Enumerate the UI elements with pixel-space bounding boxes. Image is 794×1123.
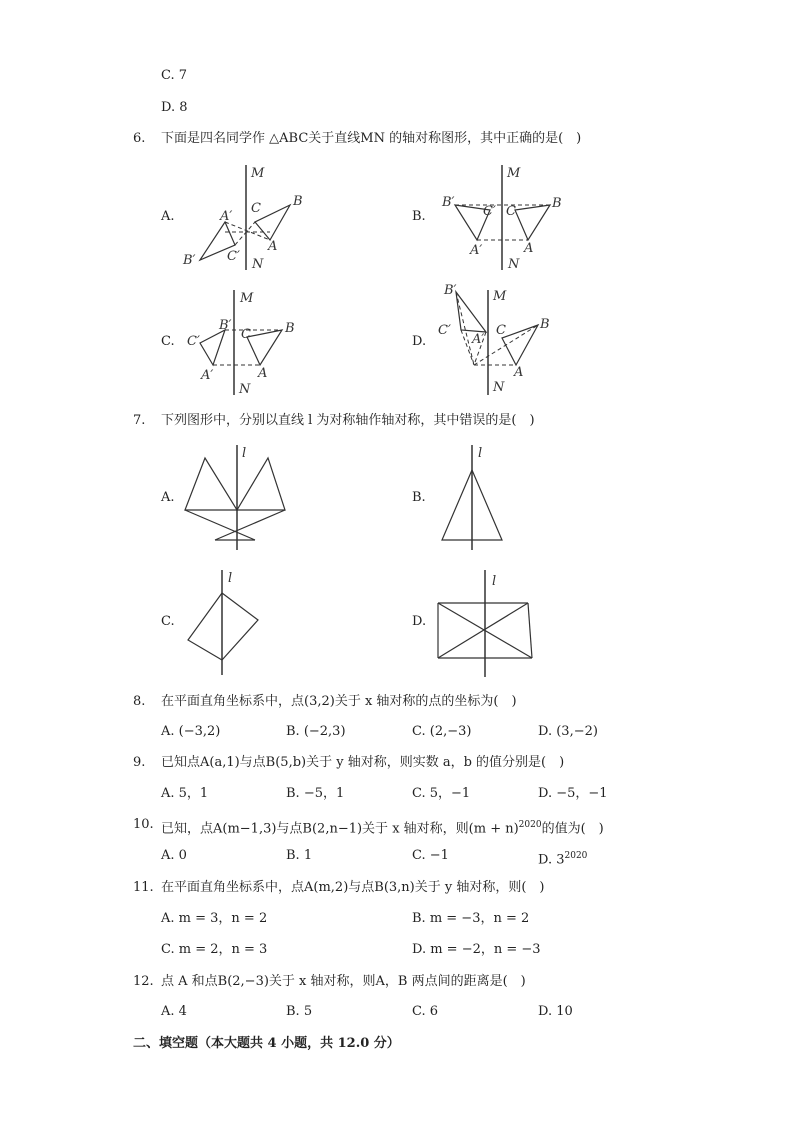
q10-option-a: A. 0 (161, 848, 187, 863)
label-a: A (258, 366, 268, 381)
label-c-prime: C′ (227, 249, 240, 264)
label-b-prime: B′ (444, 283, 457, 298)
q12-number: 12. (133, 974, 154, 989)
q7-figure-b (430, 440, 530, 555)
label-l: l (242, 446, 247, 461)
q12-stem: 点 A 和点B(2,−3)关于 x 轴对称，则A，B 两点间的距离是( ) (161, 974, 526, 989)
q7-option-d-label: D. (412, 614, 427, 629)
q7-option-b-label: B. (412, 490, 426, 505)
label-n: N (508, 257, 520, 272)
q11-option-d: D. m = −2，n = −3 (412, 942, 541, 957)
q6-figure-d (436, 280, 576, 400)
label-a: A (268, 239, 278, 254)
label-b: B (552, 196, 562, 211)
q8-option-a: A. (−3,2) (161, 724, 221, 739)
section-2-title: 二、填空题（本大题共 4 小题，共 12.0 分） (133, 1036, 400, 1051)
q11-option-b: B. m = −3，n = 2 (412, 911, 530, 926)
label-c: C (496, 323, 506, 338)
q10-number: 10. (133, 817, 154, 832)
q11-option-c: C. m = 2，n = 3 (161, 942, 268, 957)
q6-option-a-label: A. (161, 209, 175, 224)
q6-figure-b (440, 160, 580, 275)
q10-option-d (538, 848, 587, 868)
q6-figure-c (185, 285, 325, 400)
q10-option-d-base: D. 3 (538, 852, 565, 868)
q8-number: 8. (133, 694, 146, 709)
q10-stem-post: 的值为( ) (541, 821, 604, 837)
label-l: l (492, 574, 497, 589)
label-a-prime: A′ (220, 209, 233, 224)
q7-number: 7. (133, 413, 146, 428)
label-c-prime: C′ (483, 204, 496, 219)
q8-option-c: C. (2,−3) (412, 724, 472, 739)
q10-stem-exponent: 2020 (518, 820, 542, 830)
q7-figure-c (180, 565, 280, 680)
label-m: M (251, 166, 265, 181)
q6-number: 6. (133, 131, 146, 146)
q9-option-d: D. −5，−1 (538, 786, 608, 801)
label-c: C (241, 327, 251, 342)
q10-option-d-exponent: 2020 (564, 851, 588, 861)
label-a: A (514, 365, 524, 380)
q6-stem: 下面是四名同学作 △ABC关于直线MN 的轴对称图形，其中正确的是( ) (161, 131, 582, 146)
q10-stem-pre: 已知，点A(m−1,3)与点B(2,n−1)关于 x 轴对称，则(m + n) (161, 821, 519, 837)
label-a-prime: A′ (470, 243, 483, 258)
label-b: B (285, 321, 295, 336)
label-c: C (251, 201, 261, 216)
q7-stem: 下列图形中，分别以直线 l 为对称轴作轴对称，其中错误的是( ) (161, 413, 535, 428)
q12-option-b: B. 5 (286, 1004, 313, 1019)
q12-option-a: A. 4 (161, 1004, 187, 1019)
label-a: A (524, 241, 534, 256)
q10-option-b: B. 1 (286, 848, 313, 863)
q9-number: 9. (133, 755, 146, 770)
q12-option-c: C. 6 (412, 1004, 439, 1019)
q11-stem: 在平面直角坐标系中，点A(m,2)与点B(3,n)关于 y 轴对称，则( ) (161, 880, 545, 895)
q6-option-b-label: B. (412, 209, 426, 224)
q7-option-a-label: A. (161, 490, 175, 505)
q8-option-b: B. (−2,3) (286, 724, 346, 739)
q6-figure-a (180, 160, 320, 275)
label-b-prime: B′ (183, 253, 196, 268)
q8-option-d: D. (3,−2) (538, 724, 598, 739)
q11-option-a: A. m = 3，n = 2 (161, 911, 268, 926)
label-m: M (240, 291, 254, 306)
label-a-prime: A′ (472, 332, 485, 347)
q9-stem: 已知点A(a,1)与点B(5,b)关于 y 轴对称，则实数 a，b 的值分别是( ) (161, 755, 565, 770)
label-b: B (293, 194, 303, 209)
label-b: B (540, 317, 550, 332)
label-c-prime: C′ (438, 323, 451, 338)
label-a-prime: A′ (201, 368, 214, 383)
q7-option-c-label: C. (161, 614, 175, 629)
q6-option-d-label: D. (412, 334, 427, 349)
label-m: M (507, 166, 521, 181)
label-n: N (239, 382, 251, 397)
q9-option-b: B. −5，1 (286, 786, 345, 801)
q11-number: 11. (133, 880, 154, 895)
q12-option-d: D. 10 (538, 1004, 573, 1019)
q9-option-c: C. 5，−1 (412, 786, 471, 801)
label-n: N (493, 380, 505, 395)
label-c-prime: C′ (187, 334, 200, 349)
label-b-prime: B′ (442, 195, 455, 210)
q7-figure-d (430, 565, 540, 680)
q5-option-d: D. 8 (161, 100, 188, 115)
label-m: M (493, 289, 507, 304)
label-c: C (506, 204, 516, 219)
q9-option-a: A. 5，1 (161, 786, 209, 801)
q6-option-c-label: C. (161, 334, 175, 349)
label-l: l (478, 446, 483, 461)
q5-option-c: C. 7 (161, 68, 188, 83)
q8-stem: 在平面直角坐标系中，点(3,2)关于 x 轴对称的点的坐标为( ) (161, 694, 517, 709)
q10-stem (161, 817, 604, 837)
label-b-prime: B′ (219, 318, 232, 333)
q10-option-c: C. −1 (412, 848, 449, 863)
q7-figure-a (180, 440, 290, 555)
label-n: N (252, 257, 264, 272)
label-l: l (228, 571, 233, 586)
